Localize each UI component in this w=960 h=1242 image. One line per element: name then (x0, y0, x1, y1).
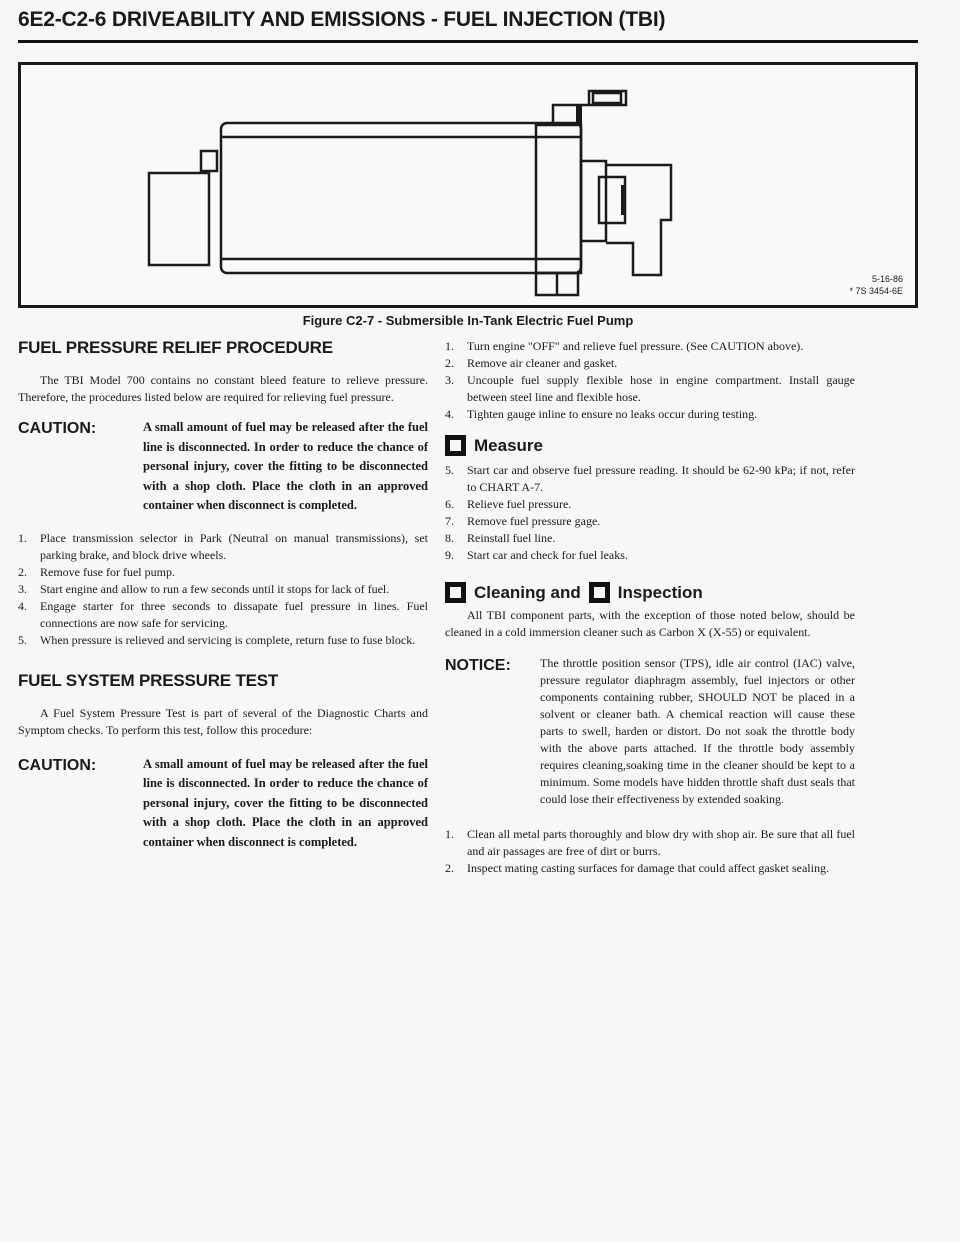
test-steps-1-4 (445, 338, 855, 423)
step-number: 6. (445, 497, 454, 511)
step-item (445, 547, 855, 564)
step-item (445, 406, 855, 423)
relief-steps (18, 530, 428, 649)
notice-text: The throttle position sensor (TPS), idle air control (IAC) valve, pressure regulator diaphragm assembly, fuel injectors or other components containing rubber, SHOULD NOT be placed in a solvent or cleaner bath. A chemical reaction will cause these parts to swell, harden or distort. Do not soak the throttle body with the above parts attached. If the throttle body assembly requires cleaning,soaking time in the cleaner should be kept to a minimum. Some models have hidden throttle shaft dust seals that could lose their effectiveness by extended soaking. (540, 656, 855, 806)
step-text: Tighten gauge inline to ensure no leaks occur during testing. (467, 407, 758, 421)
figure-reference (849, 273, 903, 297)
cleaning-intro: All TBI component parts, with the exception of those noted below, should be cleaned in a cold immersion cleaner such as Carbon X (X-55) or equivalent. (445, 608, 855, 639)
notice-label: NOTICE: (445, 657, 511, 674)
cleaning-heading: Cleaning and (474, 582, 581, 602)
test-heading: FUEL SYSTEM PRESSURE TEST (18, 670, 279, 690)
step-number: 2. (18, 564, 27, 579)
cleaning-inspection-section (445, 582, 855, 603)
step-number: 3. (445, 373, 454, 387)
step-text: Place transmission selector in Park (Neutral on manual transmissions), set parking brake, and block drive wheels. (40, 530, 428, 562)
step-number: 1. (445, 827, 454, 841)
step-text: Clean all metal parts thoroughly and blow dry with shop air. Be sure that all fuel and air passages are free of dirt or burrs. (467, 827, 855, 858)
caution-label: CAUTION: (18, 420, 97, 437)
step-text: Remove fuse for fuel pump. (40, 564, 175, 579)
figure-caption: Figure C2-7 - Submersible In-Tank Electric Fuel Pump (302, 313, 634, 328)
cleaning-steps (445, 826, 855, 877)
step-item (445, 513, 855, 530)
step-number: 4. (445, 407, 454, 421)
step-text: Remove fuel pressure gage. (467, 514, 601, 528)
step-number: 2. (445, 356, 454, 370)
step-text: Relieve fuel pressure. (467, 497, 572, 511)
step-item (445, 372, 855, 406)
step-item (445, 462, 855, 496)
cleaning-icon (445, 582, 466, 603)
inspection-icon (589, 582, 610, 603)
figure-ref-id: * 7S 3454-6E (849, 286, 903, 296)
step-text: Remove air cleaner and gasket. (467, 356, 618, 370)
gauge-icon (445, 435, 466, 456)
step-item (18, 530, 428, 564)
caution-text: A small amount of fuel may be released after the fuel line is disconnected. In order to reduce the chance of personal injury, cover the fitting to be disconnected with a shop cloth. Place the cloth in an approved container when disconnect is completed. (143, 420, 428, 512)
step-text: Start car and check for fuel leaks. (467, 548, 628, 562)
test-intro: A Fuel System Pressure Test is part of several of the Diagnostic Charts and Symptom checks. To perform this test, follow this procedure: (18, 705, 428, 737)
caution-label: CAUTION: (18, 756, 97, 774)
caution-text: A small amount of fuel may be released after the fuel line is disconnected. In order to reduce the chance of personal injury, cover the fitting to be disconnected with a shop cloth. Place the cloth in an approved container when disconnect is completed. (143, 756, 428, 849)
step-item (445, 338, 855, 355)
step-item (445, 826, 855, 860)
relief-intro: The TBI Model 700 contains no constant bleed feature to relieve pressure. Therefore, the procedures listed below are required for relieving fuel pressure. (18, 373, 428, 404)
step-item (445, 496, 855, 513)
step-number: 5. (445, 463, 454, 477)
header-rule (18, 40, 918, 43)
step-item (445, 860, 855, 877)
step-text: Engage starter for three seconds to dissapate fuel pressure in lines. Fuel connections are now safe for servicing. (40, 598, 428, 630)
step-number: 8. (445, 531, 454, 545)
fuel-pump-figure (18, 62, 918, 308)
figure-ref-date: 5-16-86 (871, 274, 903, 284)
step-text: Start car and observe fuel pressure reading. It should be 62-90 kPa; if not, refer to CHART A-7. (467, 463, 855, 494)
step-item (18, 632, 428, 649)
step-item (18, 564, 428, 581)
measure-section (445, 435, 855, 456)
step-text: When pressure is relieved and servicing is complete, return fuse to fuse block. (40, 632, 416, 647)
notice-block (445, 655, 855, 808)
page-header: 6E2-C2-6 DRIVEABILITY AND EMISSIONS - FUEL INJECTION (TBI) (18, 8, 666, 31)
step-number: 1. (445, 339, 454, 353)
step-number: 9. (445, 548, 454, 562)
step-item (445, 530, 855, 547)
measure-heading: Measure (474, 435, 543, 455)
test-caution (18, 755, 428, 853)
step-item (18, 598, 428, 632)
step-text: Inspect mating casting surfaces for damage that could affect gasket sealing. (467, 861, 829, 875)
step-number: 1. (18, 530, 27, 545)
step-item (445, 355, 855, 372)
step-text: Uncouple fuel supply flexible hose in engine compartment. Install gauge between steel line and flexible hose. (467, 373, 855, 404)
step-text: Reinstall fuel line. (467, 531, 556, 545)
step-item (18, 581, 428, 598)
step-text: Turn engine "OFF" and relieve fuel pressure. (See CAUTION above). (467, 339, 804, 353)
step-number: 4. (18, 598, 27, 613)
step-number: 2. (445, 861, 454, 875)
inspection-heading: Inspection (617, 582, 703, 602)
test-steps-5-9 (445, 462, 855, 564)
relief-caution (18, 418, 428, 516)
step-number: 5. (18, 632, 27, 647)
left-column (18, 338, 428, 852)
fuel-pump-drawing (21, 65, 915, 305)
right-column (445, 338, 855, 877)
step-text: Start engine and allow to run a few seconds until it stops for lack of fuel. (40, 581, 390, 596)
step-number: 3. (18, 581, 27, 596)
step-number: 7. (445, 514, 454, 528)
relief-heading: FUEL PRESSURE RELIEF PROCEDURE (18, 338, 333, 357)
